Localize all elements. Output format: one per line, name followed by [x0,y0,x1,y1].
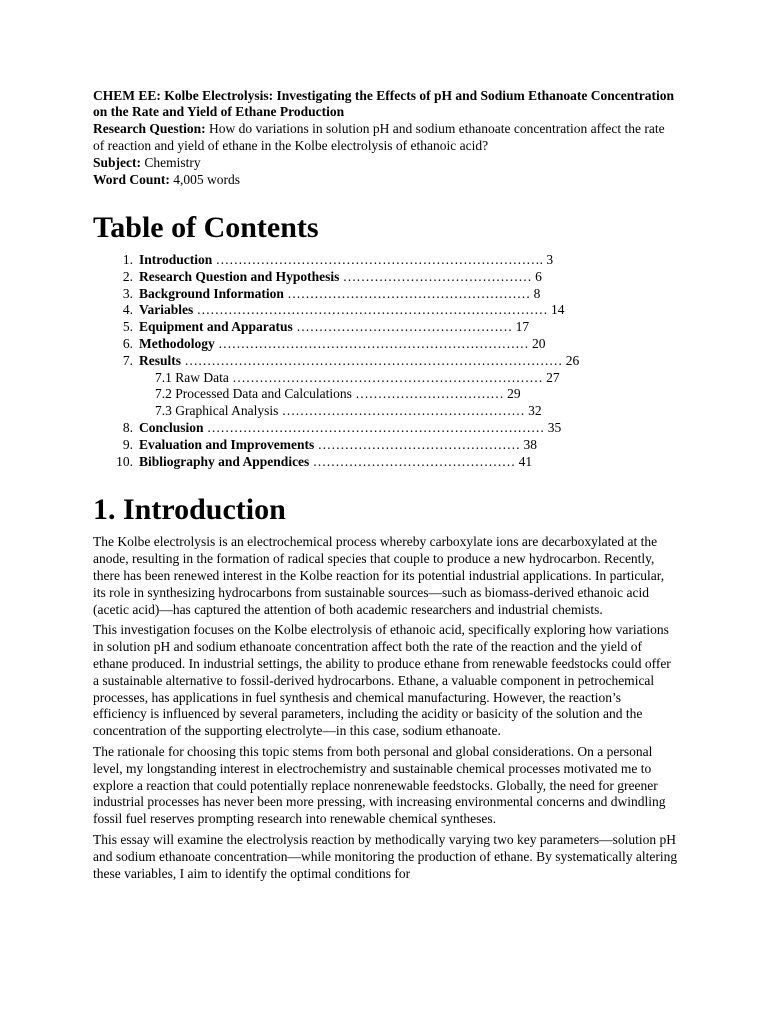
toc-item-number: 6. [122,335,133,351]
toc-item-number: 9. [122,436,133,452]
toc-item[interactable] [93,353,678,370]
toc-item-label: Background Information [139,285,284,301]
body-paragraph: The Kolbe electrolysis is an electrochemical process whereby carboxylate ions are decarboxylated at the anode, resulting in the formation of radical species that couple to produce a new hydrocarbon. Recently, there has been renewed interest in the Kolbe reaction for its potential industrial applications. In particular, its role in synthesizing hydrocarbons from sustainable sources—such as biomass-derived ethanoic acid (acetic acid)—has captured the attention of both academic researchers and industrial chemists. [93,534,665,617]
research-question-label: Research Question: [93,121,206,136]
document-content [93,88,678,886]
toc-item[interactable] [93,420,678,437]
toc-item-label: Variables [139,302,194,318]
toc-item-page: ……………………………………………… 8 [283,285,541,301]
toc-item-page: 7.2 Processed Data and Calculations …………………………… 29 [155,386,521,402]
toc-item-page: ……………………………………… 38 [314,436,538,452]
section-heading: 1. Introduction [93,493,286,527]
subject-value: Chemistry [144,155,201,170]
word-count [93,171,678,188]
toc-item-number: 4. [122,302,133,318]
toc-item-page: ……………………………………… 41 [309,453,533,469]
toc-item-label: Bibliography and Appendices [139,453,310,469]
toc-item-page: ………………………………………………………………………… 26 [181,352,580,368]
toc-item-page: 7.1 Raw Data …………………………………………………………… 27 [155,369,560,385]
toc-item-number: 8. [122,419,133,435]
toc-item[interactable] [93,286,678,303]
toc-item-page: …………………………………………………………………… 14 [193,302,565,318]
toc-item-label: Evaluation and Improvements [139,436,315,452]
toc-item-label: Conclusion [139,419,204,435]
toc-item-number: 3. [122,285,133,301]
toc-item-label: Research Question and Hypothesis [139,268,340,284]
table-of-contents [93,252,678,470]
toc-item[interactable] [93,269,678,286]
toc-item[interactable] [93,319,678,336]
toc-item-page: …………………………………………………………… 20 [214,335,546,351]
subject [93,154,678,171]
toc-item[interactable] [93,302,678,319]
toc-item-page: 7.3 Graphical Analysis ……………………………………………… 32 [155,403,542,419]
subject-label: Subject: [93,155,141,170]
toc-item-label: Methodology [139,335,215,351]
toc-item[interactable] [93,386,678,403]
research-question-text: How do variations in solution pH and sodium ethanoate concentration affect the rate of reaction and yield of ethane in the Kolbe electrolysis of ethanoic acid? [93,121,665,153]
toc-item[interactable] [93,252,678,269]
toc-item-label: Results [139,352,182,368]
section-body [93,534,678,882]
toc-item[interactable] [93,437,678,454]
toc-item-page: ………………………………………………………………… 35 [203,419,562,435]
toc-item-label: Introduction [139,252,213,267]
toc-item-number: 5. [122,319,133,335]
toc-item-page: ………………………………………………………………. 3 [212,252,554,267]
word-count-value: 4,005 words [173,172,241,187]
body-paragraph: This investigation focuses on the Kolbe electrolysis of ethanoic acid, specifically exploring how variations in solution pH and sodium ethanoate concentration affect both the rate of the reaction and the yield of ethane produced. In industrial settings, the ability to produce ethane from renewable feedstocks could offer a sustainable alternative to fossil-derived hydrocarbons. Ethane, a valuable component in petrochemical processes, has applications in fuel synthesis and chemical manufacturing. However, the reaction’s efficiency is influenced by several parameters, including the acidity or basicity of the solution and the concentration of the supporting electrolyte—in this case, sodium ethanoate. [93,622,671,739]
toc-item[interactable] [93,370,678,387]
toc-item-number: 2. [122,268,133,284]
body-paragraph: This essay will examine the electrolysis reaction by methodically varying two key parameters—solution pH and sodium ethanoate concentration—while monitoring the production of ethane. By systematically altering these variables, I aim to identify the optimal conditions for [93,831,678,881]
toc-item-page: ………………………………………… 17 [292,319,530,335]
toc-item-number: 7. [122,352,133,368]
toc-item[interactable] [93,336,678,353]
toc-heading: Table of Contents [93,211,319,244]
toc-item-page: …………………………………… 6 [339,268,542,284]
toc-item-number: 1. [122,252,133,267]
toc-item[interactable] [93,403,678,420]
research-question [93,120,678,154]
toc-item[interactable] [93,454,678,471]
document-title: CHEM EE: Kolbe Electrolysis: Investigating the Effects of pH and Sodium Ethanoate Concentration on the Rate and Yield of Ethane Production [93,88,675,119]
word-count-label: Word Count: [93,172,170,187]
body-paragraph: The rationale for choosing this topic stems from both personal and global considerations. On a personal level, my longstanding interest in electrochemistry and sustainable chemical processes motivated me to explore a reaction that could potentially replace nonrenewable feedstocks. Globally, the need for greener industrial processes has never been more pressing, with increasing environmental concerns and dwindling fossil fuel reserves prompting research into renewable chemical syntheses. [93,743,666,827]
toc-item-label: Equipment and Apparatus [139,319,293,335]
toc-item-number: 10. [116,453,133,469]
